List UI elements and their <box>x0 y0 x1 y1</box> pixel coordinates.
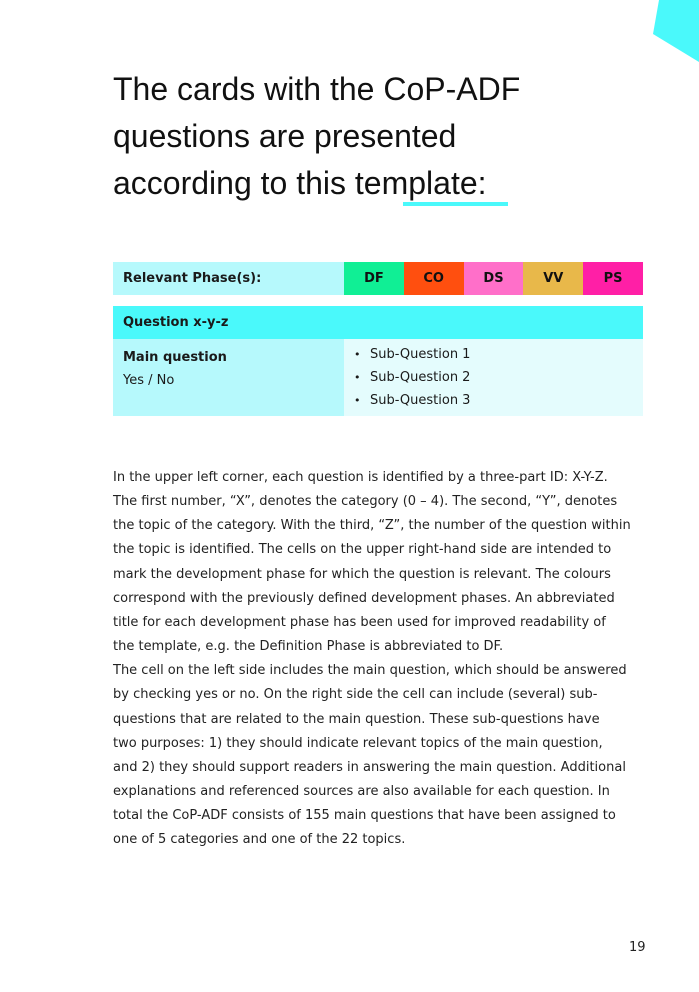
body-line: and 2) they should support readers in answering the main question. Additional <box>113 759 626 775</box>
sub-question-item: • Sub-Question 1 <box>370 343 643 366</box>
body-line: The first number, “X”, denotes the category (0 – 4). The second, “Y”, denotes <box>113 494 618 510</box>
phase-row <box>113 262 643 295</box>
title-line: The cards with the CoP-ADF <box>113 71 521 107</box>
answer-options: Yes / No <box>123 373 175 388</box>
phase-cell-df: DF <box>344 262 404 295</box>
phase-cell-ps: PS <box>583 262 643 295</box>
question-body-row <box>113 339 643 416</box>
phase-cell-co: CO <box>404 262 464 295</box>
sub-question-item: • Sub-Question 3 <box>370 389 643 412</box>
body-line: one of 5 categories and one of the 22 topics. <box>113 832 406 848</box>
body-line: correspond with the previously defined development phases. An abbreviated <box>113 590 615 606</box>
body-line: The cell on the left side includes the main question, which should be answered <box>113 663 627 679</box>
phase-cell-ds: DS <box>464 262 524 295</box>
body-line: the template, e.g. the Definition Phase is abbreviated to DF. <box>113 639 504 655</box>
question-id-row: Question x-y-z <box>113 306 643 339</box>
title-line: questions are presented <box>113 118 457 154</box>
body-line: mark the development phase for which the question is relevant. The colours <box>113 566 611 582</box>
title-underline <box>403 202 508 206</box>
page-number: 19 <box>629 940 646 955</box>
body-line: by checking yes or no. On the right side the cell can include (several) sub- <box>113 687 598 703</box>
main-question-label: Main question <box>123 350 227 365</box>
main-question-cell <box>113 339 344 416</box>
body-line: title for each development phase has been used for improved readability of <box>113 614 606 630</box>
phase-label: Relevant Phase(s): <box>113 262 344 295</box>
body-line: total the CoP-ADF consists of 155 main questions that have been assigned to <box>113 808 616 824</box>
body-line: explanations and referenced sources are also available for each question. In <box>113 784 610 800</box>
title-line: according to this template: <box>113 165 487 201</box>
sub-question-item: • Sub-Question 2 <box>370 366 643 389</box>
phase-cell-vv: VV <box>523 262 583 295</box>
body-line: two purposes: 1) they should indicate relevant topics of the main question, <box>113 735 603 751</box>
body-line: the topic of the category. With the third, “Z”, the number of the question within <box>113 518 631 534</box>
corner-decoration <box>653 0 699 62</box>
sub-question-list <box>344 339 643 416</box>
page-title <box>113 66 653 207</box>
question-card-template <box>113 262 643 416</box>
body-line: the topic is identified. The cells on the upper right-hand side are intended to <box>113 542 612 558</box>
body-line: questions that are related to the main question. These sub-questions have <box>113 711 600 727</box>
body-line: In the upper left corner, each question is identified by a three-part ID: X-Y-Z. <box>113 470 608 485</box>
body-paragraph <box>113 466 648 853</box>
